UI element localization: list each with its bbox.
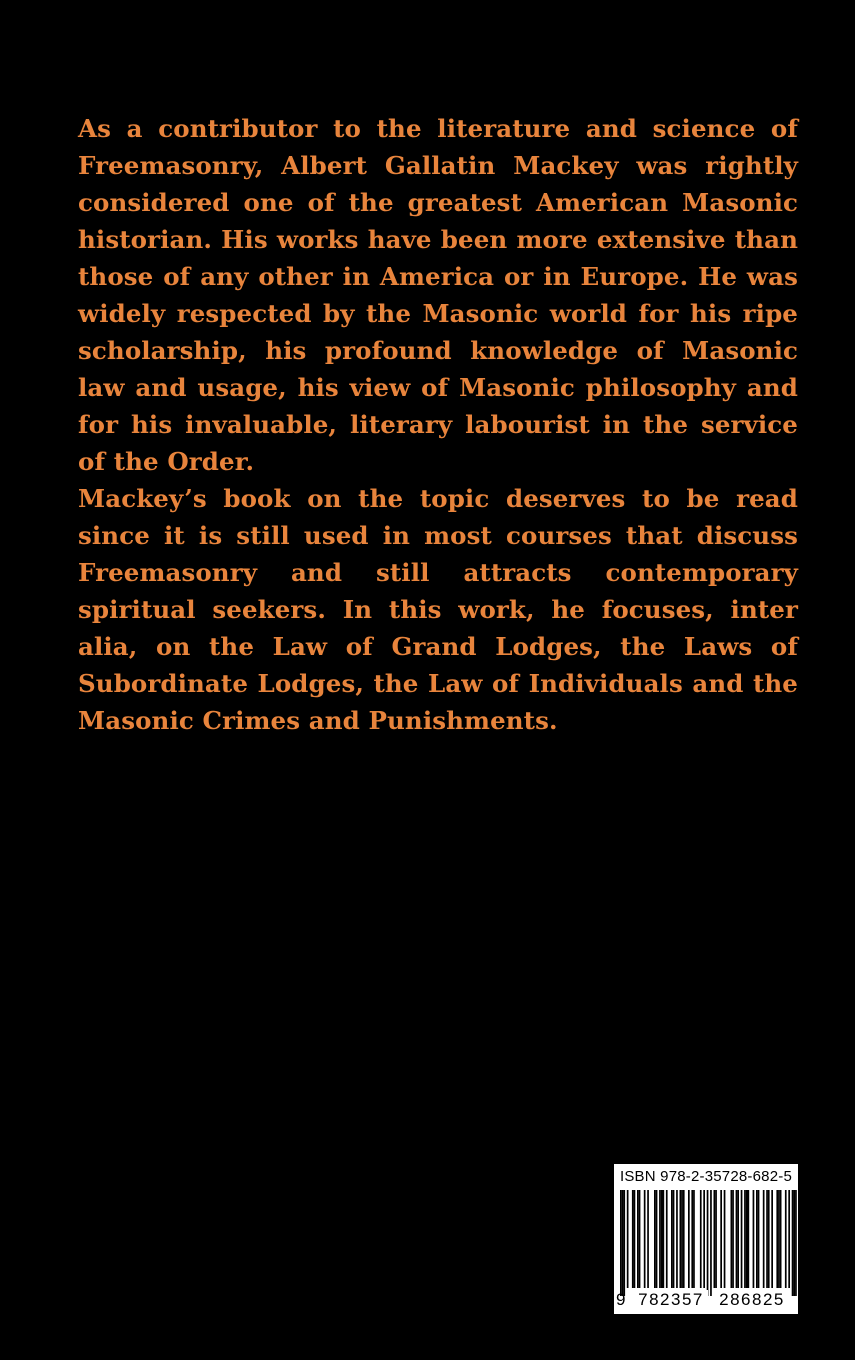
barcode-bar (776, 1190, 778, 1288)
barcode-bar (731, 1190, 733, 1288)
barcode-bar (741, 1190, 743, 1288)
barcode-bar (639, 1190, 641, 1288)
barcode-bar (766, 1190, 768, 1288)
barcode-bar (744, 1190, 746, 1288)
barcode-bar (680, 1190, 682, 1288)
barcode-bar (724, 1190, 726, 1288)
barcode-bar (644, 1190, 646, 1288)
barcode-bar (753, 1190, 755, 1288)
barcode-bar (785, 1190, 787, 1288)
barcode-bar (688, 1190, 690, 1288)
barcode-bar (673, 1190, 675, 1288)
barcode-digits-right: 286825 (714, 1290, 790, 1310)
barcode-bar (663, 1190, 665, 1288)
barcode-bar (632, 1190, 634, 1288)
barcode-bar (676, 1190, 678, 1288)
barcode-bar (720, 1190, 722, 1288)
barcode-digit-first: 9 (616, 1290, 626, 1309)
barcode-bar (637, 1190, 639, 1288)
barcode-icon (614, 1190, 798, 1296)
barcode-bar (710, 1190, 712, 1296)
barcode-bar (707, 1190, 709, 1296)
barcode-bar (620, 1190, 622, 1296)
barcode-bar (758, 1190, 760, 1288)
barcode-bar (788, 1190, 790, 1288)
barcode-bar (634, 1190, 636, 1288)
barcode-bar (622, 1190, 624, 1296)
barcode-bar (661, 1190, 663, 1288)
barcode-bar (691, 1190, 693, 1288)
barcode-bar (756, 1190, 758, 1288)
barcode-bar (736, 1190, 738, 1288)
barcode-bar (703, 1190, 705, 1288)
blurb-text (78, 110, 798, 739)
barcode-bar (763, 1190, 765, 1288)
barcode-bar (647, 1190, 649, 1288)
barcode-bar (748, 1190, 750, 1288)
barcode-bar (656, 1190, 658, 1288)
barcode-digits-left: 782357 (634, 1290, 708, 1310)
barcode-bar (737, 1190, 739, 1288)
barcode-bar (700, 1190, 702, 1288)
barcode-bar (627, 1190, 629, 1288)
barcode-bar (732, 1190, 734, 1288)
barcode-bar (623, 1190, 625, 1296)
isbn-label: ISBN 978-2-35728-682-5 (619, 1168, 792, 1185)
barcode-bar (671, 1190, 673, 1288)
isbn-barcode (614, 1164, 798, 1314)
barcode-bar (793, 1190, 795, 1296)
barcode-bar (683, 1190, 685, 1288)
blurb-paragraph-1: As a contributor to the literature and science of Freemasonry, Albert Gallatin Mackey was rightly considered one of the greatest American Masonic historian. His works have been more extensive than those of any other in America or in Europe. He was widely respected by the Masonic world for his ripe scholarship, his profound knowledge of Masonic law and usage, his view of Masonic philosophy and for his invaluable, literary labourist in the service of the Order. (78, 114, 798, 476)
barcode-bar (768, 1190, 770, 1288)
blurb-paragraph-2: Mackey’s book on the topic deserves to be read since it is still used in most courses that discuss Freemasonry and still attracts contemporary spiritual seekers. In this work, he focuses, inter alia, on the Law of Grand Lodges, the Laws of Subordinate Lodges, the Law of Individuals and the Masonic Crimes and Punishments. (78, 484, 798, 735)
barcode-bar (659, 1190, 661, 1288)
barcode-bar (666, 1190, 668, 1288)
barcode-bar (746, 1190, 748, 1288)
barcode-bar (795, 1190, 797, 1296)
barcode-bar (654, 1190, 656, 1288)
barcode-bar (693, 1190, 695, 1288)
barcode-bar (715, 1190, 717, 1288)
barcode-bar (681, 1190, 683, 1288)
barcode-bar (778, 1190, 780, 1288)
barcode-bar (780, 1190, 782, 1288)
barcode-bar (792, 1190, 794, 1296)
barcode-bar (714, 1190, 716, 1288)
barcode-bar (771, 1190, 773, 1288)
barcode-digits (614, 1290, 798, 1310)
